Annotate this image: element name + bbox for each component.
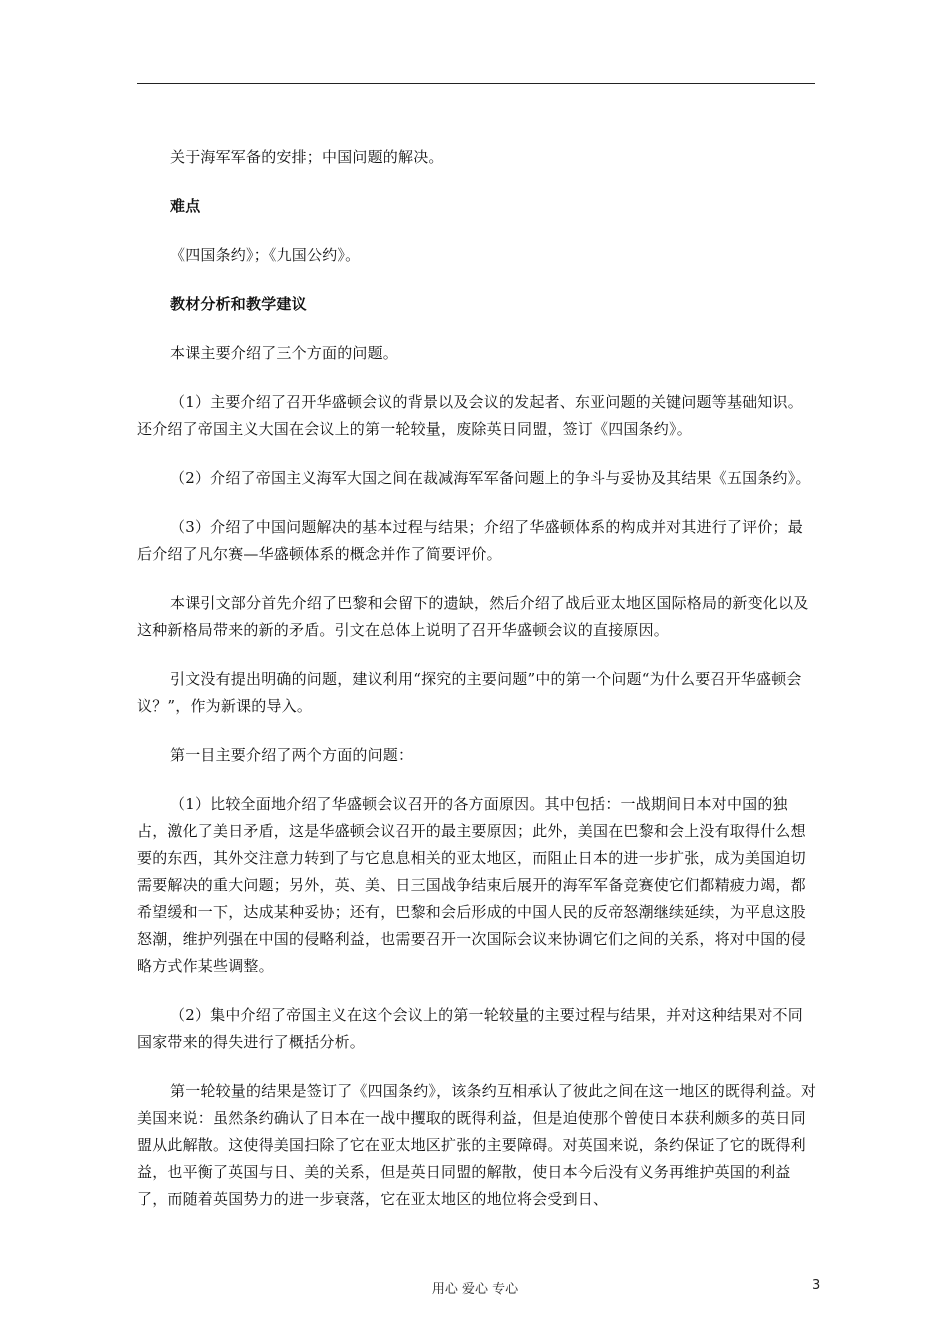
page-number: 3 xyxy=(812,1278,821,1293)
paragraph: （2）集中介绍了帝国主义在这个会议上的第一轮较量的主要过程与结果，并对这种结果对不同国家带来的得失进行了概括分析。 xyxy=(137,1006,803,1051)
paragraph: 第一轮较量的结果是签订了《四国条约》，该条约互相承认了彼此之间在这一地区的既得利益。对美国来说：虽然条约确认了日本在一战中攫取的既得利益，但是迫使那个曾使日本获利颇多的英日同盟从此解散。这使得美国扫除了它在亚太地区扩张的主要障碍。对英国来说，条约保证了它的既得利益，也平衡了英国与日、美的关系，但是英日同盟的解散，使日本今后没有义务再维护英国的利益了，而随着英国势力的进一步衰落，它在亚太地区的地位将会受到日、 xyxy=(137,1082,817,1208)
footer-slogan: 用心 爱心 专心 xyxy=(431,1282,519,1297)
section-heading-difficulty: 难点 xyxy=(170,197,201,215)
paragraph: 《四国条约》；《九国公约》。 xyxy=(170,246,361,264)
paragraph: （2）介绍了帝国主义海军大国之间在裁减海军军备问题上的争斗与妥协及其结果《五国条约》。 xyxy=(170,469,811,487)
paragraph: 第一目主要介绍了两个方面的问题： xyxy=(170,746,414,764)
paragraph: 关于海军军备的安排；中国问题的解决。 xyxy=(170,148,444,166)
header-rule xyxy=(137,83,815,84)
section-heading-analysis: 教材分析和教学建议 xyxy=(170,295,307,313)
paragraph: 本课引文部分首先介绍了巴黎和会留下的遗缺，然后介绍了战后亚太地区国际格局的新变化以及这种新格局带来的新的矛盾。引文在总体上说明了召开华盛顿会议的直接原因。 xyxy=(137,594,809,639)
paragraph: 本课主要介绍了三个方面的问题。 xyxy=(170,344,399,362)
paragraph: （3）介绍了中国问题解决的基本过程与结果；介绍了华盛顿体系的构成并对其进行了评价；最后介绍了凡尔赛—华盛顿体系的概念并作了简要评价。 xyxy=(137,518,803,563)
paragraph: （1）主要介绍了召开华盛顿会议的背景以及会议的发起者、东亚问题的关键问题等基础知识。还介绍了帝国主义大国在会议上的第一轮较量，废除英日同盟，签订《四国条约》。 xyxy=(137,393,803,438)
paragraph: （1）比较全面地介绍了华盛顿会议召开的各方面原因。其中包括：一战期间日本对中国的独占，激化了美日矛盾，这是华盛顿会议召开的最主要原因；此外，美国在巴黎和会上没有取得什么想要的东西，其外交注意力转到了与它息息相关的亚太地区，而阻止日本的进一步扩张，成为美国迫切需要解决的重大问题；另外，英、美、日三国战争结束后展开的海军军备竞赛使它们都精疲力竭，都希望缓和一下，达成某种妥协；还有，巴黎和会后形成的中国人民的反帝怒潮继续延续，为平息这股怒潮，维护列强在中国的侵略利益，也需要召开一次国际会议来协调它们之间的关系，将对中国的侵略方式作某些调整。 xyxy=(137,795,806,975)
paragraph: 引文没有提出明确的问题，建议利用“探究的主要问题”中的第一个问题“为什么要召开华盛顿会议？”，作为新课的导入。 xyxy=(137,670,802,715)
document-body xyxy=(137,144,817,1235)
